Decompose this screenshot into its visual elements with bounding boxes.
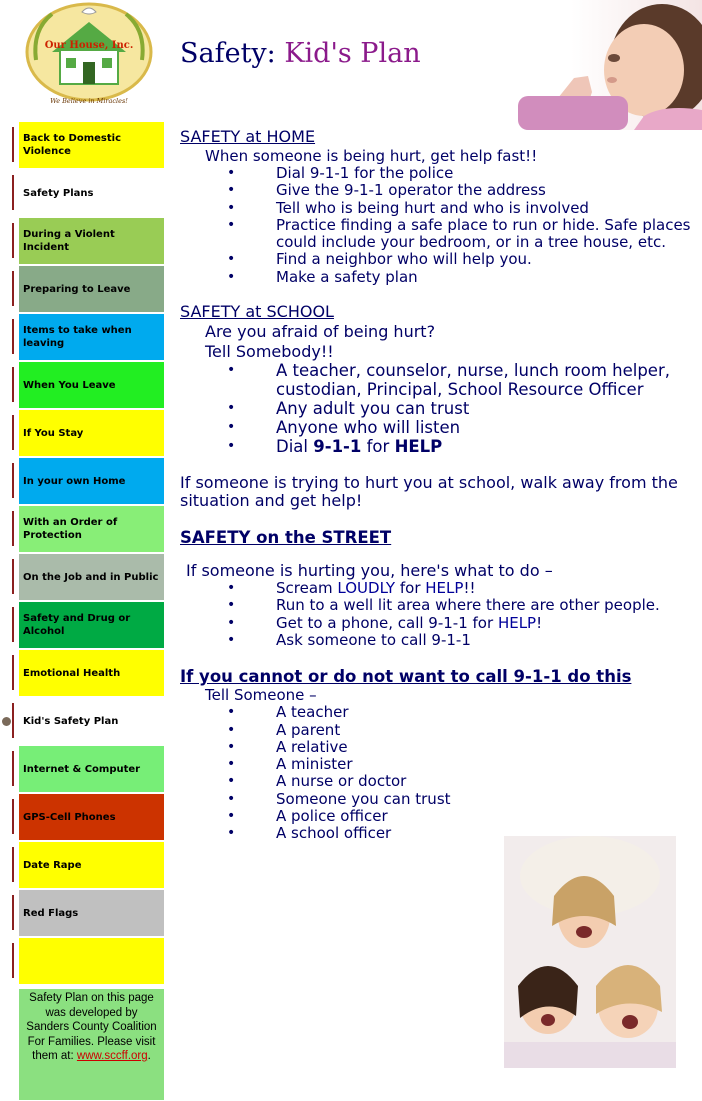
sidebar-item[interactable] [19,842,164,888]
sidebar-divider [12,127,14,162]
page-title [180,38,421,69]
sidebar-item-label: Safety and Drug or Alcohol [23,613,131,637]
sidebar-divider [12,943,14,978]
street-intro: If someone is hurting you, here's what to do – [186,561,553,581]
sidebar-divider [12,511,14,546]
list-item [180,437,700,456]
dial-prefix: Dial [276,437,314,457]
sidebar-item[interactable] [19,410,164,456]
heading-safety-street: SAFETY on the STREET [180,528,392,548]
sidebar-item-label: Safety Plans [23,187,94,199]
list-item: • A teacher [180,704,700,721]
street-ask: Ask someone to call 9-1-1 [276,630,471,649]
our-house-logo[interactable] [22,0,156,108]
sidebar-divider [12,847,14,882]
credit-text: Safety Plan on this page was developed by Sanders County Coalition For Families. Please visit them at: [26,992,157,1062]
sidebar-divider [12,655,14,690]
street-run: Run to a well lit area where there are other people. [276,596,660,615]
list-item: • A relative [180,739,700,756]
list-item: • Any adult you can trust [180,399,700,418]
sidebar-divider [12,271,14,306]
scream-loudly: LOUDLY [337,579,396,598]
sidebar-item-label: When You Leave [23,379,116,391]
title-highlight: Kid's Plan [284,38,421,69]
sidebar-divider [12,895,14,930]
sidebar-item-label: Internet & Computer [23,763,141,775]
sidebar-divider [12,223,14,258]
sidebar-divider [12,175,14,210]
sidebar-divider [12,607,14,642]
sidebar-item-label: Kid's Safety Plan [23,715,119,727]
sidebar-item[interactable] [19,698,164,744]
title-prefix: Safety: [180,38,285,69]
sidebar-item[interactable] [19,458,164,504]
sidebar-item-label: Red Flags [23,907,79,919]
heading-safety-school: SAFETY at SCHOOL [180,302,334,322]
list-item: • Practice finding a safe place to run or hide. Safe places could include your bedroom, or in a tree house, etc. [180,217,700,252]
list-item: • A parent [180,722,700,739]
praying-child-photo [464,0,702,130]
list-item: • Someone you can trust [180,791,700,808]
credit-suffix: . [147,1050,151,1062]
sidebar-divider [12,799,14,834]
sidebar-divider [12,415,14,450]
sidebar-item[interactable] [19,314,164,360]
list-item [180,597,700,614]
kids-photo [504,836,676,1068]
list-item: • Anyone who will listen [180,418,700,437]
sidebar-divider [12,703,14,738]
list-item: • A minister [180,756,700,773]
nocall-intro: Tell Someone – [205,686,317,705]
current-page-bullet-icon [2,717,11,726]
school-intro-2: Tell Somebody!! [205,342,334,362]
sidebar-item-label: With an Order of Protection [23,517,118,541]
sidebar-item[interactable] [19,890,164,936]
sidebar-item-label: Emotional Health [23,667,121,679]
sidebar-item-label: Back to Domestic Violence [23,133,122,157]
sidebar-item[interactable] [19,554,164,600]
sidebar-divider [12,463,14,498]
sidebar-item-label: If You Stay [23,427,84,439]
dial-number: 9-1-1 [313,437,362,457]
sidebar-item-label: On the Job and in Public [23,571,159,583]
phone-prefix: Get to a phone, call 9-1-1 for [276,613,498,632]
sidebar-item[interactable] [19,938,164,984]
sidebar-divider [12,367,14,402]
sidebar-item-label: During a Violent Incident [23,229,115,253]
list-item: • A school officer [180,825,700,842]
sccff-link[interactable]: www.sccff.org [76,1050,148,1062]
sidebar-item[interactable] [19,506,164,552]
list-item: • Tell who is being hurt and who is involved [180,200,700,217]
heading-no-call: If you cannot or do not want to call 9-1-1 do this [180,667,632,687]
logo-brand-text: Our House, Inc. [44,40,134,51]
list-item [180,615,700,632]
school-dial-list [180,437,700,456]
logo-tagline: We Believe in Miracles! [50,97,128,105]
phone-suffix: ! [536,613,543,632]
school-intro-1: Are you afraid of being hurt? [205,322,436,342]
heading-safety-home: SAFETY at HOME [180,127,316,146]
sidebar-item[interactable] [19,218,164,264]
list-item: • A police officer [180,808,700,825]
list-item: • Dial 9-1-1 for the police [180,165,700,182]
phone-help: HELP [497,613,537,632]
sidebar-item[interactable] [19,122,164,168]
sidebar-item-label: GPS-Cell Phones [23,811,116,823]
dial-mid: for [361,437,395,457]
nocall-list [180,704,700,842]
sidebar-item[interactable] [19,746,164,792]
main-content [180,127,700,843]
list-item: • Give the 9-1-1 operator the address [180,182,700,199]
sidebar-divider [12,559,14,594]
list-item: • A teacher, counselor, nurse, lunch room helper, custodian, Principal, School Resource Officer [180,361,700,399]
sidebar-item[interactable] [19,650,164,696]
home-intro: When someone is being hurt, get help fast!! [205,147,538,165]
sidebar-item[interactable] [19,794,164,840]
home-list [180,165,700,286]
list-item: • Find a neighbor who will help you. [180,251,700,268]
sidebar-credit [19,989,164,1100]
sidebar-item[interactable] [19,266,164,312]
sidebar-item[interactable] [19,362,164,408]
scream-mid: for [395,579,426,598]
sidebar-divider [12,319,14,354]
sidebar-item-label: Preparing to Leave [23,283,131,295]
sidebar-item-label: Date Rape [23,859,82,871]
sidebar-item[interactable] [19,170,164,216]
scream-suffix: !! [463,579,476,598]
sidebar-divider [12,751,14,786]
list-item [180,632,700,649]
scream-help: HELP [425,579,464,598]
list-item: • Make a safety plan [180,269,700,286]
scream-prefix: Scream [276,579,338,598]
dial-help: HELP [394,437,443,457]
sidebar-item-label: Items to take when leaving [23,325,132,349]
sidebar-item[interactable] [19,602,164,648]
school-walkaway-text: If someone is trying to hurt you at school, walk away from the situation and get help! [180,473,678,511]
list-item: • A nurse or doctor [180,773,700,790]
school-list [180,361,700,437]
street-list [180,580,700,649]
list-item [180,580,700,597]
sidebar-item-label: In your own Home [23,475,126,487]
